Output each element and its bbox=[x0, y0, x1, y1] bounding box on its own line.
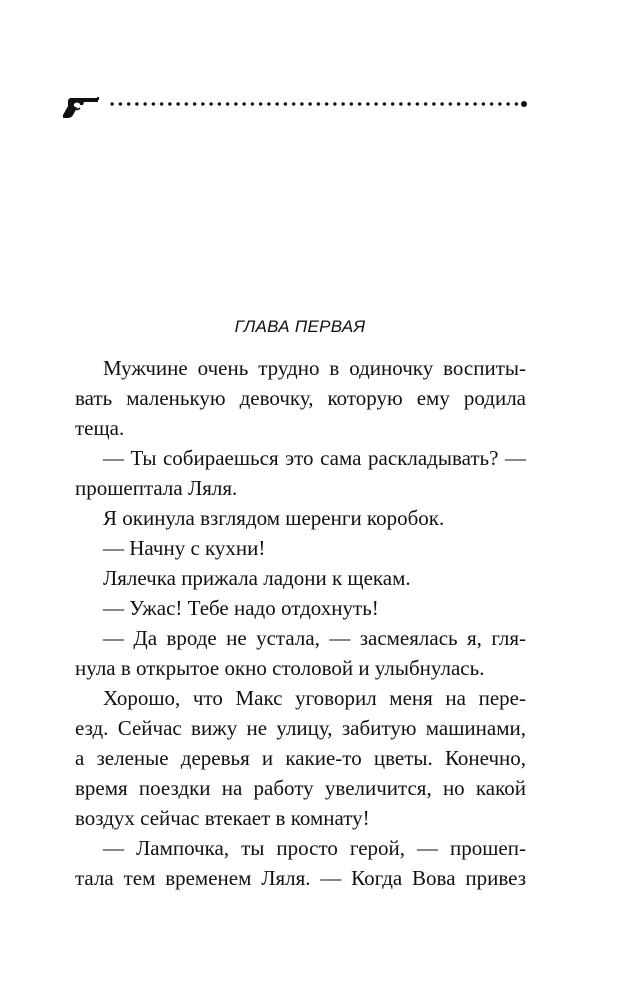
text-line: Хорошо, что Макс уговорил меня на пере- bbox=[103, 686, 526, 710]
chapter-text bbox=[75, 353, 526, 893]
text-line: Лялечка прижала ладони к щекам. bbox=[103, 566, 411, 590]
chapter-title: ГЛАВА ПЕРВАЯ bbox=[234, 317, 366, 336]
dotted-rule bbox=[108, 101, 518, 107]
text-line: Я окинула взглядом шеренги коробок. bbox=[103, 506, 445, 530]
revolver-icon bbox=[62, 95, 102, 119]
text-line: нула в открытое окно столовой и улыбнулась. bbox=[75, 656, 485, 680]
text-line: а зеленые деревья и какие-то цветы. Конечно, bbox=[75, 746, 526, 770]
text-line: вать маленькую девочку, которую ему родила bbox=[75, 386, 526, 410]
text-line: теща. bbox=[75, 416, 125, 440]
dotted-rule-end bbox=[521, 101, 527, 107]
text-line: — Да вроде не устала, — засмеялась я, гля- bbox=[103, 626, 526, 650]
chapter-header-ornament bbox=[62, 92, 532, 118]
text-line: — Начну с кухни! bbox=[103, 536, 266, 560]
text-line: прошептала Ляля. bbox=[75, 476, 238, 500]
text-line: воздух сейчас втекает в комнату! bbox=[75, 806, 370, 830]
text-line: время поездки на работу увеличится, но какой bbox=[75, 776, 526, 800]
text-line: — Ужас! Тебе надо отдохнуть! bbox=[103, 596, 379, 620]
text-line: Мужчине очень трудно в одиночку воспиты- bbox=[103, 356, 526, 380]
text-line: тала тем временем Ляля. — Когда Вова привез bbox=[75, 866, 526, 890]
text-line: езд. Сейчас вижу не улицу, забитую машинами, bbox=[75, 716, 526, 740]
text-line: — Ты собираешься это сама раскладывать? — bbox=[103, 446, 526, 470]
text-line: — Лампочка, ты просто герой, — прошеп- bbox=[103, 836, 526, 860]
